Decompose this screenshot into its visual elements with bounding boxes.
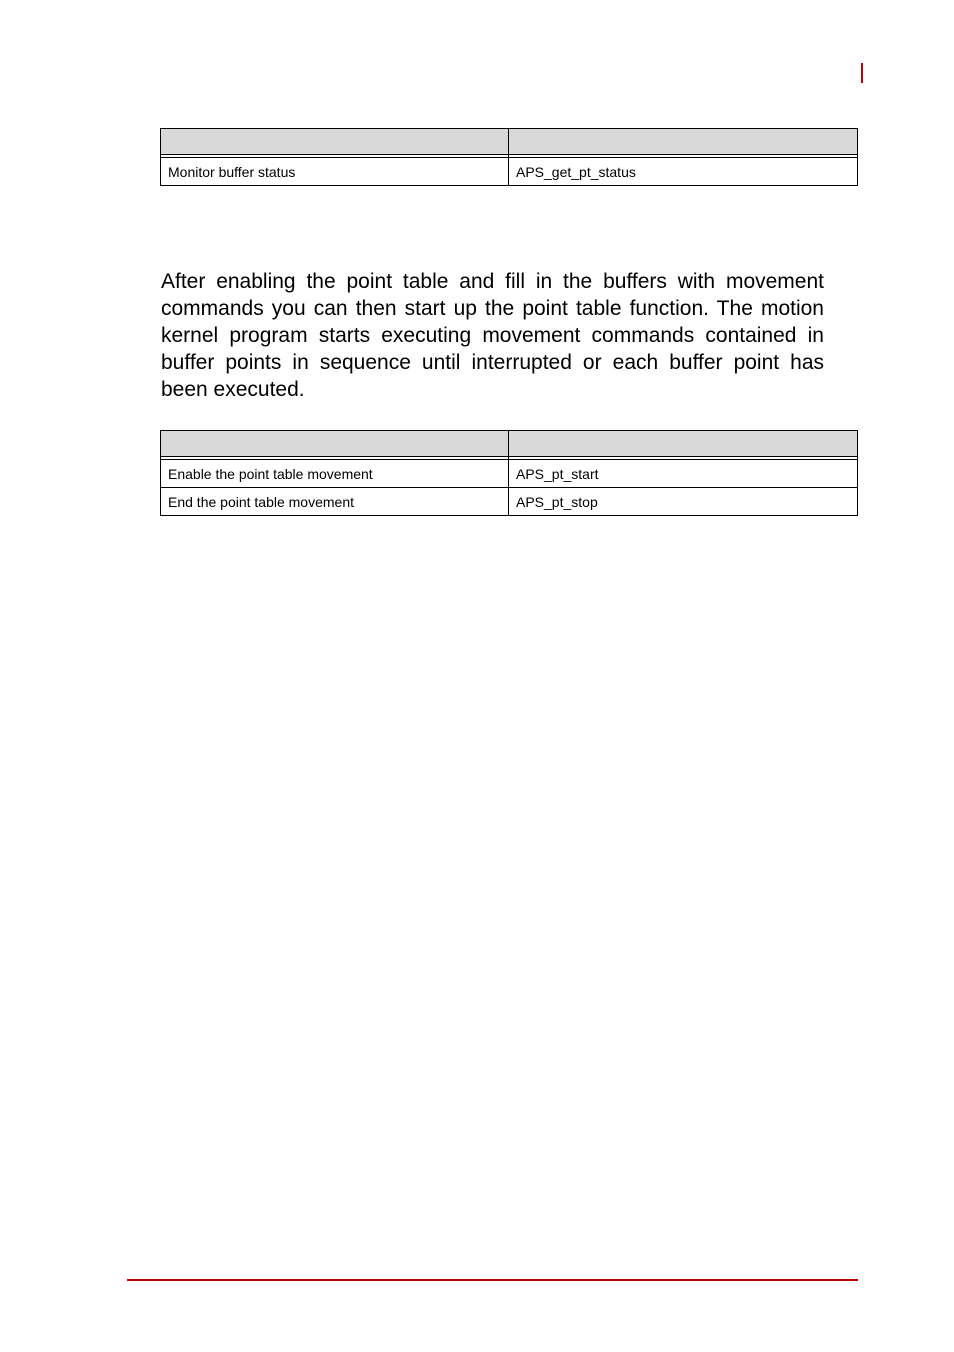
footer-rule [127, 1279, 858, 1281]
operation-cell: Monitor buffer status [161, 158, 509, 186]
function-cell: APS_pt_stop [509, 488, 858, 516]
operation-cell: Enable the point table movement [161, 460, 509, 488]
table-row [161, 158, 858, 186]
table-header-cell [509, 129, 858, 155]
operation-cell: End the point table movement [161, 488, 509, 516]
function-cell: APS_get_pt_status [509, 158, 858, 186]
table-header-row [161, 431, 858, 457]
table-row [161, 460, 858, 488]
table-row [161, 488, 858, 516]
table-header-cell [509, 431, 858, 457]
function-cell: APS_pt_start [509, 460, 858, 488]
header-marker [861, 63, 863, 83]
table-header-cell [161, 431, 509, 457]
buffer-status-table [160, 128, 858, 186]
body-paragraph: After enabling the point table and fill in the buffers with movement commands you can then start up the point table function. The motion kernel program starts executing movement commands contained in buffer points in sequence until interrupted or each buffer point has been executed. [161, 270, 824, 401]
table-header-row [161, 129, 858, 155]
table-header-cell [161, 129, 509, 155]
point-table-motion-table [160, 430, 858, 516]
